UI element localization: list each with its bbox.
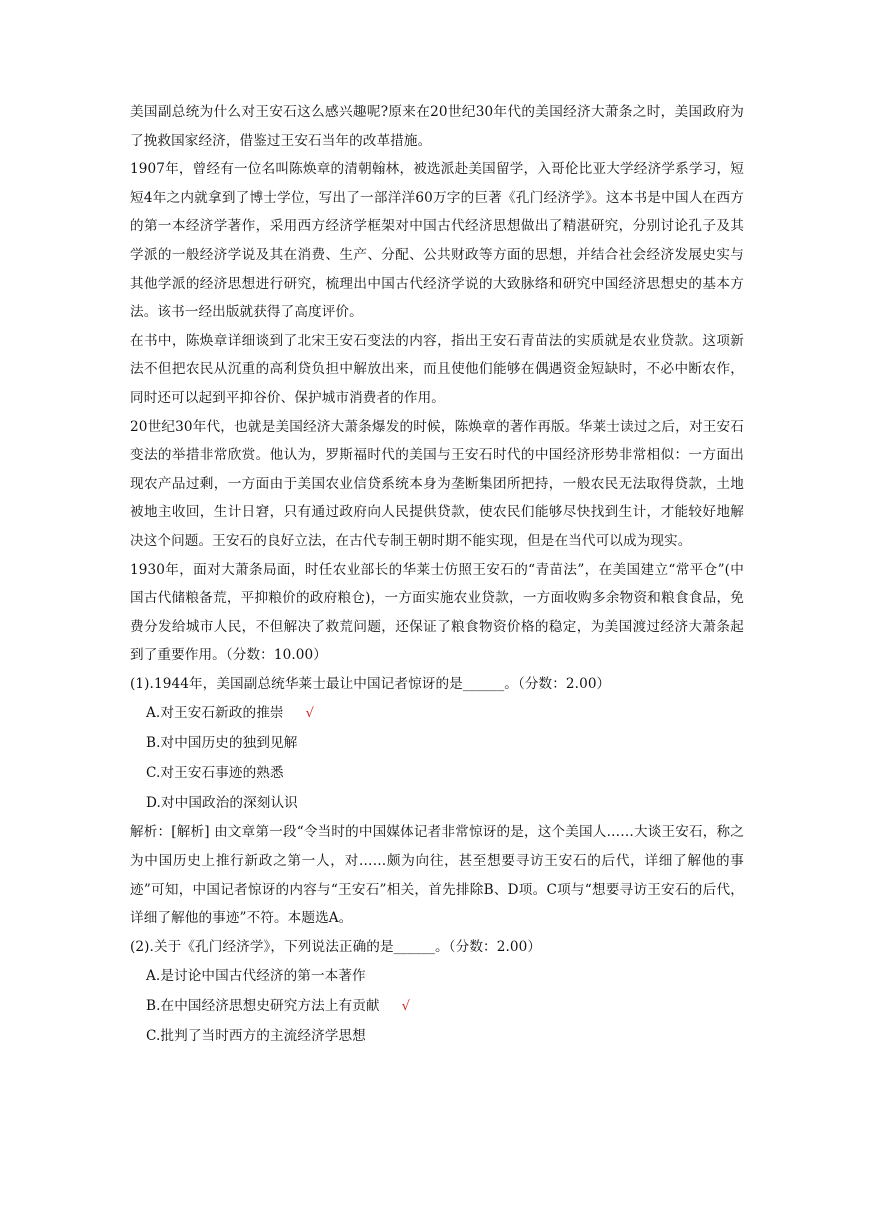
option-label: A.是讨论中国古代经济的第一本著作 — [146, 968, 366, 985]
option-label: B.在中国经济思想史研究方法上有贡献 — [146, 998, 380, 1015]
document-page — [130, 98, 744, 1051]
question-2-option-c[interactable] — [130, 1021, 744, 1051]
question-1-option-c[interactable] — [130, 758, 744, 788]
option-label: B.对中国历史的独到见解 — [146, 735, 298, 752]
correct-check-icon: √ — [305, 706, 314, 722]
question-1-option-a[interactable] — [130, 698, 744, 728]
question-1-title: (1).1944年，美国副总统华莱士最让中国记者惊讶的是______。（分数：2.00） — [130, 675, 611, 692]
option-label: C.批判了当时西方的主流经济学思想 — [146, 1028, 366, 1045]
question-1 — [130, 670, 744, 933]
correct-check-icon: √ — [401, 999, 410, 1015]
passage-paragraph-2: 1907年，曾经有一位名叫陈焕章的清朝翰林，被选派赴美国留学，入哥伦比亚大学经济学系学习，短短4年之内就拿到了博士学位，写出了一部洋洋60万字的巨著《孔门经济学》。这本书是中国人在西方的第一本经济学著作，采用西方经济学框架对中国古代经济思想做出了精湛研究，分别讨论孔子及其学派的一般经济学说及其在消费、生产、分配、公共财政等方面的思想，并结合社会经济发展史实与其他学派的经济思想进行研究，梳理出中国古代经济学说的大致脉络和研究中国经济思想史的基本方法。该书一经出版就获得了高度评价。 — [130, 161, 744, 321]
passage-paragraph-1: 美国副总统为什么对王安石这么感兴趣呢?原来在20世纪30年代的美国经济大萧条之时，美国政府为了挽救国家经济，借鉴过王安石当年的改革措施。 — [130, 104, 744, 149]
question-2-title: (2).关于《孔门经济学》，下列说法正确的是______。（分数：2.00） — [130, 938, 542, 955]
question-1-analysis: 解析：[解析] 由文章第一段“令当时的中国媒体记者非常惊讶的是，这个美国人……大谈王安石，称之为中国历史上推行新政之第一人，对……颇为向往，甚至想要寻访王安石的后代，详细了解他的事迹”可知，中国记者惊讶的内容与“王安石”相关，首先排除B、D项。C项与“想要寻访王安石的后代，详细了解他的事迹”不符。本题选A。 — [130, 824, 744, 927]
option-label: A.对王安石新政的推崇 — [146, 705, 284, 722]
question-1-option-b[interactable] — [130, 728, 744, 758]
option-label: D.对中国政治的深刻认识 — [146, 795, 298, 812]
passage-paragraph-5: 1930年，面对大萧条局面，时任农业部长的华莱士仿照王安石的“青苗法”，在美国建立“常平仓”(中国古代储粮备荒，平抑粮价的政府粮仓)，一方面实施农业贷款，一方面收购多余物资和粮食食品，免费分发给城市人民，不但解决了救荒问题，还保证了粮食物资价格的稳定，为美国渡过经济大萧条起到了重要作用。（分数：10.00） — [130, 561, 744, 664]
option-label: C.对王安石事迹的熟悉 — [146, 765, 284, 782]
question-2 — [130, 933, 744, 1052]
passage-paragraph-4: 20世纪30年代，也就是美国经济大萧条爆发的时候，陈焕章的著作再版。华莱士读过之后，对王安石变法的举措非常欣赏。他认为，罗斯福时代的美国与王安石时代的中国经济形势非常相似：一方面出现农产品过剩，一方面由于美国农业信贷系统本身为垄断集团所把持，一般农民无法取得贷款，土地被地主收回，生计日窘，只有通过政府向人民提供贷款，使农民们能够尽快找到生计，才能较好地解决这个问题。王安石的良好立法，在古代专制王朝时期不能实现，但是在当代可以成为现实。 — [130, 418, 744, 549]
passage-paragraph-3: 在书中，陈焕章详细谈到了北宋王安石变法的内容，指出王安石青苗法的实质就是农业贷款。这项新法不但把农民从沉重的高利贷负担中解放出来，而且使他们能够在偶遇资金短缺时，不必中断农作，同时还可以起到平抑谷价、保护城市消费者的作用。 — [130, 332, 744, 406]
question-1-option-d[interactable] — [130, 788, 744, 818]
question-2-option-b[interactable] — [130, 991, 744, 1021]
question-2-option-a[interactable] — [130, 961, 744, 991]
